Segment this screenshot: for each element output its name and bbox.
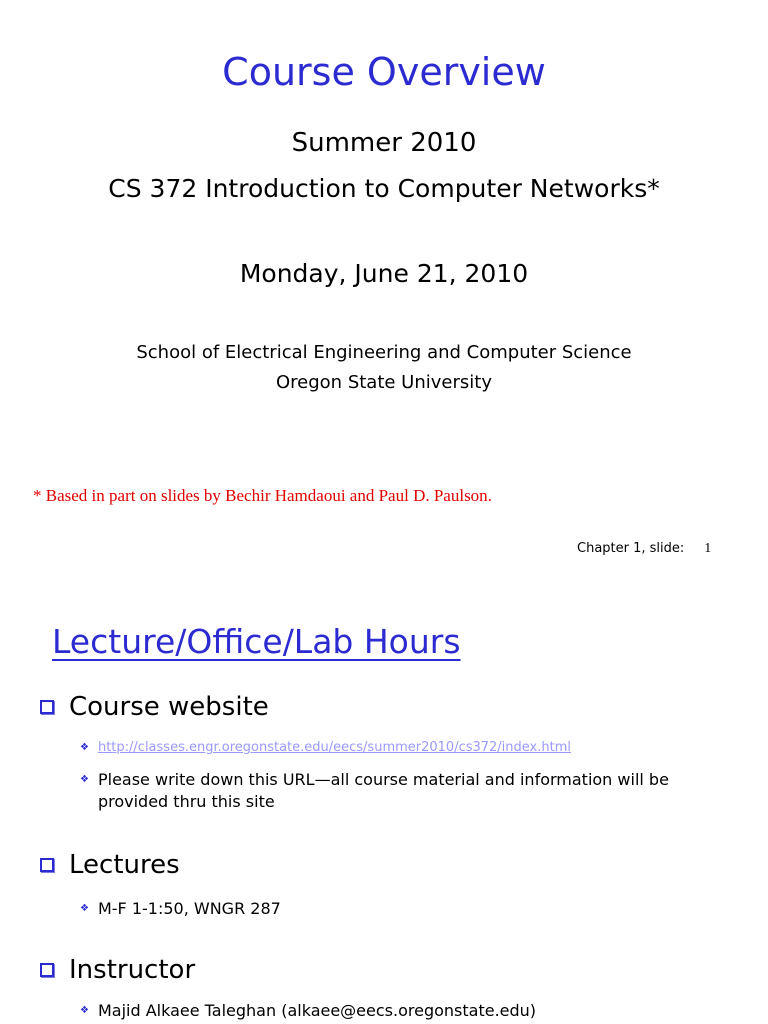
slide-title: Course Overview	[222, 50, 546, 94]
attribution-note: * Based in part on slides by Bechir Hamdaoui and Paul D. Paulson.	[33, 486, 492, 505]
list-item-text: Please write down this URL—all course material and information will be provided thru this site	[97, 770, 669, 811]
list-item-text: Majid Alkaee Taleghan (alkaee@eecs.oregonstate.edu)	[97, 1001, 537, 1020]
diamond-bullet-icon: ❖	[80, 742, 89, 753]
footer-label: Chapter 1, slide:	[577, 541, 685, 556]
diamond-bullet-icon: ❖	[80, 1005, 89, 1016]
square-bullet-icon	[40, 858, 54, 872]
course-name: CS 372 Introduction to Computer Networks*	[108, 174, 660, 203]
section-heading: Instructor	[69, 955, 196, 985]
list-item-text: M-F 1-1:50, WNGR 287	[97, 899, 281, 918]
list-item	[80, 1000, 536, 1022]
list-item	[80, 898, 281, 920]
slide-number: 1	[704, 541, 712, 556]
diamond-bullet-icon: ❖	[80, 903, 89, 914]
slide2-title: Lecture/Office/Lab Hours	[52, 622, 461, 661]
section-heading: Course website	[69, 692, 269, 722]
section-course-website	[40, 692, 269, 722]
square-bullet-icon	[40, 963, 54, 977]
square-bullet-icon	[40, 700, 54, 714]
school-name: School of Electrical Engineering and Computer Science	[136, 342, 632, 363]
section-heading: Lectures	[69, 850, 180, 880]
list-item	[80, 769, 720, 813]
university-name: Oregon State University	[276, 372, 492, 393]
slide-footer	[577, 541, 711, 557]
section-lectures	[40, 850, 180, 880]
lecture-date: Monday, June 21, 2010	[239, 259, 529, 288]
list-item	[80, 737, 571, 759]
section-instructor	[40, 955, 195, 985]
diamond-bullet-icon: ❖	[80, 774, 89, 785]
course-term: Summer 2010	[291, 128, 477, 158]
course-website-link[interactable]: http://classes.engr.oregonstate.edu/eecs/summer2010/cs372/index.html	[97, 740, 571, 755]
